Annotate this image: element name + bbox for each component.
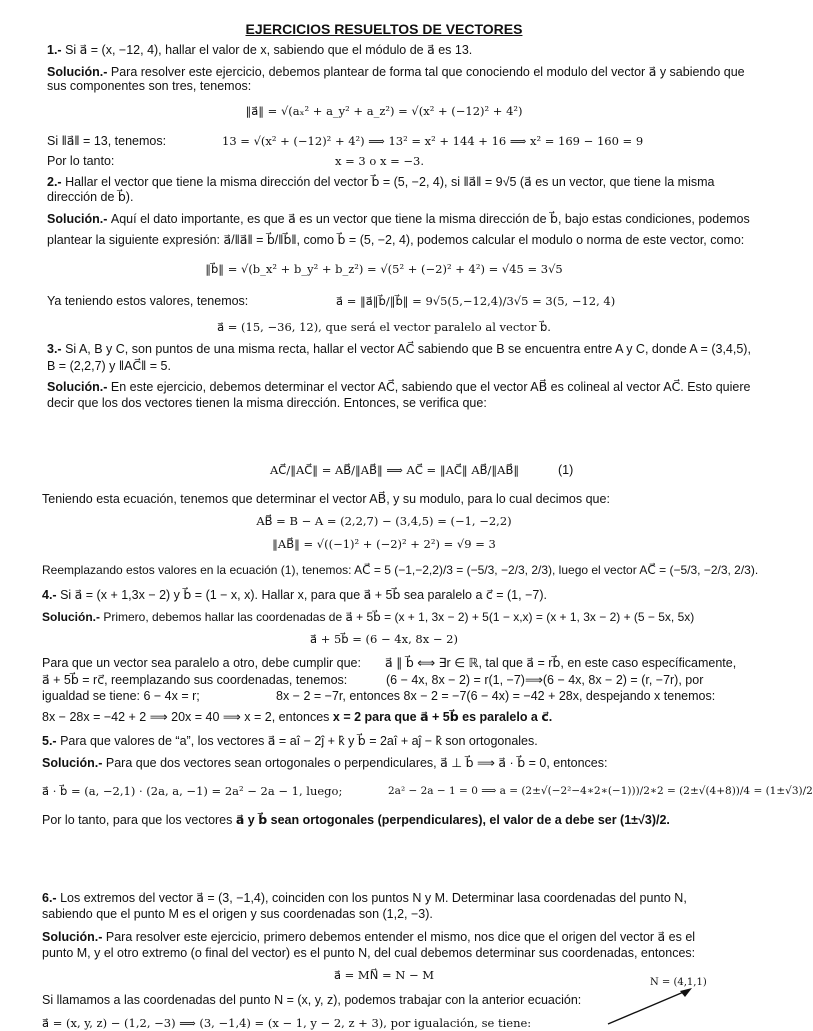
equation: a⃗ + 5b⃗ = (6 − 4x, 8x − 2): [310, 632, 458, 646]
exercise-3-statement: [47, 342, 751, 357]
exercise-number: 5.-: [42, 734, 61, 748]
statement-text: Si a⃗ = (x + 1,3x − 2) y b⃗ = (1 − x, x). Hallar x, para que a⃗ + 5b⃗ sea paralelo a c⃗ = (1, −7).: [60, 588, 547, 602]
equation: AB⃗ = B − A = (2,2,7) − (3,4,5) = (−1, −2,2): [256, 514, 512, 528]
text-line: Teniendo esta ecuación, tenemos que determinar el vector AB⃗, y su modulo, para lo cual decimos que:: [42, 492, 610, 506]
exercise-1-statement: [47, 43, 472, 58]
solution-label: Solución.-: [47, 380, 111, 394]
statement-text: Si a⃗ = (x, −12, 4), hallar el valor de x, sabiendo que el módulo de a⃗ es 13.: [65, 43, 473, 57]
solution-3-line: [47, 380, 750, 395]
text-line: a⃗ ∥ b⃗ ⟺ ∃r ∈ ℝ, tal que a⃗ = rb⃗, en este caso específicamente,: [385, 656, 737, 670]
text-line: sabiendo que el punto M es el origen y sus coordenadas son (1,2, −3).: [42, 907, 433, 921]
solution-label: Solución.-: [42, 610, 104, 624]
solution-label: Solución.-: [47, 65, 111, 79]
solution-text: Aquí el dato importante, es que a⃗ es un vector que tiene la misma dirección de b⃗, bajo estas condiciones, podemos: [110, 212, 750, 226]
solution-text: Para resolver este ejercicio, debemos plantear de forma tal que conociendo el modulo del vector a⃗ y sabiendo que: [110, 65, 745, 79]
point-n-label: N = (4,1,1): [650, 977, 707, 988]
text-line: Por lo tanto:: [47, 154, 115, 168]
equation: x = 3 o x = −3.: [335, 154, 425, 168]
page-title: EJERCICIOS RESUELTOS DE VECTORES: [245, 21, 523, 37]
text-line: igualdad se tiene: 6 − 4x = r;: [42, 689, 200, 703]
equation: ‖AB⃗‖ = √((−1)² + (−2)² + 2²) = √9 = 3: [272, 537, 496, 551]
equation: 13 = √(x² + (−12)² + 4²) ⟹ 13² = x² + 144 + 16 ⟹ x² = 169 − 160 = 9: [222, 134, 644, 148]
solution-label: Solución.-: [42, 756, 106, 770]
text-line: 8x − 2 = −7r, entonces 8x − 2 = −7(6 − 4x) = −42 + 28x, despejando x tenemos:: [276, 689, 716, 703]
text-line: decir que los dos vectores tienen la misma dirección. Entonces, se verifica que:: [47, 396, 487, 410]
text-line: (6 − 4x, 8x − 2) = r(1, −7)⟹(6 − 4x, 8x − 2) = (r, −7r), por: [386, 673, 704, 687]
text-line: Para que un vector sea paralelo a otro, debe cumplir que:: [42, 656, 361, 670]
text-line: sus componentes son tres, tenemos:: [47, 79, 252, 93]
exercise-4-conclusion: [42, 710, 552, 725]
text-line: Ya teniendo estos valores, tenemos:: [47, 294, 249, 308]
equation: a⃗ = ‖a⃗‖b⃗/‖b⃗‖ = 9√5(5,−12,4)/3√5 = 3(5, −12, 4): [336, 294, 616, 308]
text-line: dirección de b⃗).: [47, 190, 134, 204]
text-line: plantear la siguiente expresión: a⃗/‖a⃗‖ = b⃗/‖b⃗‖, como b⃗ = (5, −2, 4), podemos calcular el modulo o norma de este vector, como:: [47, 233, 745, 247]
text-line: a⃗ + 5b⃗ = rc⃗, reemplazando sus coordenadas, tenemos:: [42, 673, 348, 687]
conclusion-text: 8x − 28x = −42 + 2 ⟹ 20x = 40 ⟹ x = 2, entonces: [42, 710, 333, 724]
equation: 2a² − 2a − 1 = 0 ⟹ a = (2±√(−2²−4∗2∗(−1)))/2∗2 = (2±√(4+8))/4 = (1±√3)/2: [388, 785, 813, 797]
exercise-6-statement: [42, 891, 687, 906]
equation: ‖b⃗‖ = √(b_x² + b_y² + b_z²) = √(5² + (−2)² + 4²) = √45 = 3√5: [205, 262, 563, 276]
conclusion-text: Por lo tanto, para que los vectores: [42, 813, 236, 827]
equation-number: (1): [558, 463, 574, 477]
solution-1-line: [47, 65, 745, 80]
equation: ‖a⃗‖ = √(aₓ² + a_y² + a_z²) = √(x² + (−12)² + 4²): [245, 104, 523, 118]
exercise-number: 6.-: [42, 891, 61, 905]
text-line: Reemplazando estos valores en la ecuación (1), tenemos: AC⃗ = 5 (−1,−2,2)/3 = (−5/3, −2/3, 2/3), luego el vector AC⃗ = (−5/3, −2/3, 2/3).: [42, 563, 759, 577]
exercise-number: 3.-: [47, 342, 66, 356]
statement-text: Para que valores de “a”, los vectores a⃗ = aî − 2ĵ + k̂ y b⃗ = 2aî + aĵ − k̂ son ortogonales.: [60, 734, 538, 748]
text-line: Si llamamos a las coordenadas del punto N = (x, y, z), podemos trabajar con la anterior ecuación:: [42, 993, 582, 1007]
solution-2-line: [47, 212, 750, 227]
exercise-5-statement: [42, 734, 538, 749]
equation: a⃗ · b⃗ = (a, −2,1) · (2a, a, −1) = 2a² − 2a − 1, luego;: [42, 784, 343, 798]
statement-text: Los extremos del vector a⃗ = (3, −1,4), coinciden con los puntos N y M. Determinar lasa coordenadas del punto N,: [60, 891, 687, 905]
exercise-number: 1.-: [47, 43, 66, 57]
solution-text: Para que dos vectores sean ortogonales o perpendiculares, a⃗ ⊥ b⃗ ⟹ a⃗ · b⃗ = 0, entonces:: [105, 756, 608, 770]
equation: a⃗ = (15, −36, 12), que será el vector paralelo al vector b⃗.: [217, 320, 551, 334]
solution-label: Solución.-: [47, 212, 111, 226]
solution-text: En este ejercicio, debemos determinar el vector AC⃗, sabiendo que el vector AB⃗ es colineal al vector AC⃗. Esto quiere: [110, 380, 751, 394]
equation: AC⃗/‖AC⃗‖ = AB⃗/‖AB⃗‖ ⟹ AC⃗ = ‖AC⃗‖ AB⃗/‖AB⃗‖: [270, 463, 520, 477]
text-line: B = (2,2,7) y ‖AC⃗‖ = 5.: [47, 359, 171, 373]
conclusion-bold: a⃗ y b⃗ sean ortogonales (perpendiculares), el valor de a debe ser (1±√3)/2.: [235, 813, 670, 827]
equation: a⃗ = (x, y, z) − (1,2, −3) ⟹ (3, −1,4) = (x − 1, y − 2, z + 3), por igualación, se tiene:: [42, 1016, 532, 1030]
equation: a⃗ = MN⃗ = N − M: [333, 968, 435, 982]
solution-5-line: [42, 756, 607, 771]
exercise-4-statement: [42, 588, 547, 603]
text-line: punto M, y el otro extremo (o final del vector) es el punto N, del cual debemos determinar sus coordenadas, entonces:: [42, 946, 696, 960]
solution-label: Solución.-: [42, 930, 106, 944]
exercise-5-conclusion: [42, 813, 670, 828]
statement-text: Si A, B y C, son puntos de una misma recta, hallar el vector AC⃗ sabiendo que B se encuentra entre A y C, donde A = (3,4,5),: [65, 342, 751, 356]
solution-text: Para resolver este ejercicio, primero debemos entender el mismo, nos dice que el origen del vector a⃗ es el: [105, 930, 696, 944]
text-line: Si ‖a⃗‖ = 13, tenemos:: [47, 134, 167, 148]
solution-6-line: [42, 930, 695, 945]
statement-text: Hallar el vector que tiene la misma dirección del vector b⃗ = (5, −2, 4), si ‖a⃗‖ = 9√5 (a⃗ es un vector, que tiene la misma: [65, 175, 715, 189]
exercise-2-statement: [47, 175, 714, 190]
solution-4-line: [42, 610, 694, 625]
conclusion-bold: x = 2 para que a⃗ + 5b⃗ es paralelo a c⃗.: [332, 710, 553, 724]
exercise-number: 2.-: [47, 175, 66, 189]
vector-arrow-icon: [600, 985, 710, 1024]
exercise-number: 4.-: [42, 588, 61, 602]
solution-text: Primero, debemos hallar las coordenadas de a⃗ + 5b⃗ = (x + 1, 3x − 2) + 5(1 − x,x) = (x + 1, 3x − 2) + (5 − 5x, 5x): [103, 610, 695, 624]
